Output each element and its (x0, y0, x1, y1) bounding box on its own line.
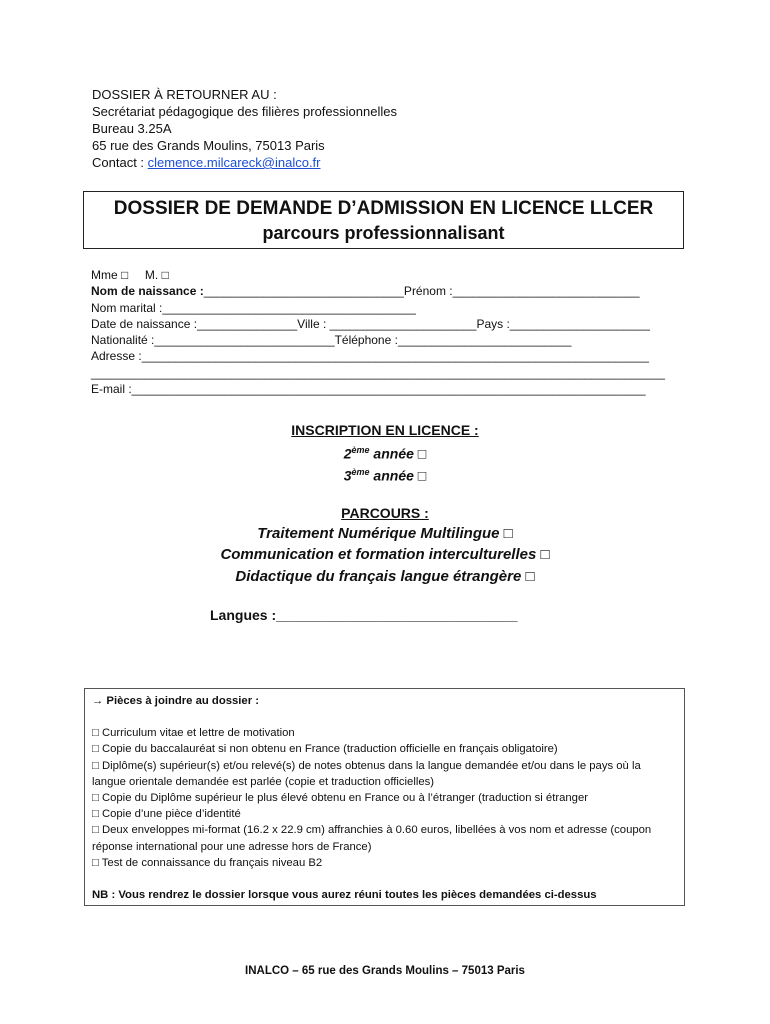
year2-number: 2 (343, 445, 352, 462)
parcours-option-dfle[interactable]: Didactique du français langue étrangère □ (235, 568, 535, 585)
year2-label: année □ (369, 445, 427, 462)
address-room: Bureau 3.25A (92, 121, 172, 136)
document-item[interactable]: □ Copie d’une pièce d’identité (92, 808, 241, 821)
marital-name-field[interactable]: Nom marital :______________________________________ (91, 300, 416, 315)
contact-label: Contact : (92, 155, 148, 170)
civility-checkboxes[interactable]: Mme □ M. □ (91, 268, 169, 282)
address-office: Secrétariat pédagogique des filières professionnelles (92, 104, 397, 119)
documents-box (84, 688, 685, 906)
nb-note: NB : Vous rendrez le dossier lorsque vous aurez réuni toutes les pièces demandées ci-dessus (92, 889, 597, 902)
year2-option[interactable] (0, 440, 770, 464)
year3-suffix: ème (351, 467, 370, 477)
identity-fields (91, 267, 665, 397)
year3-option[interactable] (0, 462, 770, 486)
address-heading: DOSSIER À RETOURNER AU : (92, 87, 277, 102)
parcours-option-cfi[interactable]: Communication et formation interculturelles □ (220, 546, 550, 563)
return-address (92, 86, 397, 171)
year3-label: année □ (369, 467, 427, 484)
document-title: DOSSIER DE DEMANDE D’ADMISSION EN LICENCE LLCER (113, 198, 654, 219)
birth-name-label: Nom de naissance : (91, 284, 204, 299)
birth-name-field[interactable] (91, 283, 665, 299)
email-field[interactable]: E-mail :_____________________________________________________________________________ (91, 382, 646, 397)
document-item[interactable]: □ Curriculum vitae et lettre de motivation (92, 727, 295, 740)
birth-date-field[interactable]: Date de naissance :_______________Ville : ______________________Pays :_____________________ (91, 316, 650, 331)
year3-number: 3 (343, 467, 352, 484)
document-item[interactable]: □ Deux enveloppes mi-format (16.2 x 22.9 cm) affranchies à 0.60 euros, libellées à vos nom et adresse (coupon réponse international pour une adresse hors de France) (92, 824, 652, 853)
langues-field[interactable]: Langues :_______________________________ (210, 607, 518, 623)
document-item[interactable]: □ Diplôme(s) supérieur(s) et/ou relevé(s) de notes obtenus dans la langue demandée et/ou dans le pays où la langue orientale demandée est parlée (copie et traduction officielles) (92, 759, 641, 788)
address-continued-field[interactable]: ______________________________________________________________________________________ (91, 365, 665, 380)
inscription-heading: INSCRIPTION EN LICENCE : (291, 422, 479, 438)
document-item[interactable]: □ Test de connaissance du français niveau B2 (92, 856, 323, 869)
parcours-heading: PARCOURS : (341, 505, 429, 521)
nationality-field[interactable]: Nationalité :___________________________Téléphone :__________________________ (91, 333, 572, 348)
page-footer: INALCO – 65 rue des Grands Moulins – 75013 Paris (245, 965, 525, 977)
year2-suffix: ème (351, 445, 370, 455)
address-field[interactable]: Adresse :____________________________________________________________________________ (91, 349, 649, 364)
birth-name-blank[interactable]: ______________________________Prénom :____________________________ (203, 284, 640, 299)
contact-email-link[interactable]: clemence.milcareck@inalco.fr (147, 155, 321, 170)
document-item[interactable]: □ Copie du Diplôme supérieur le plus élevé obtenu en France ou à l’étranger (traduction si étranger (92, 792, 589, 805)
address-street: 65 rue des Grands Moulins, 75013 Paris (92, 138, 325, 153)
contact-line (92, 154, 397, 171)
document-item[interactable]: □ Copie du baccalauréat si non obtenu en France (traduction officielle en français obligatoire) (92, 743, 558, 756)
title-box (83, 191, 684, 249)
documents-heading: → Pièces à joindre au dossier : (92, 695, 260, 707)
document-subtitle: parcours professionnalisant (262, 223, 505, 243)
parcours-option-tnm[interactable]: Traitement Numérique Multilingue □ (257, 525, 513, 542)
